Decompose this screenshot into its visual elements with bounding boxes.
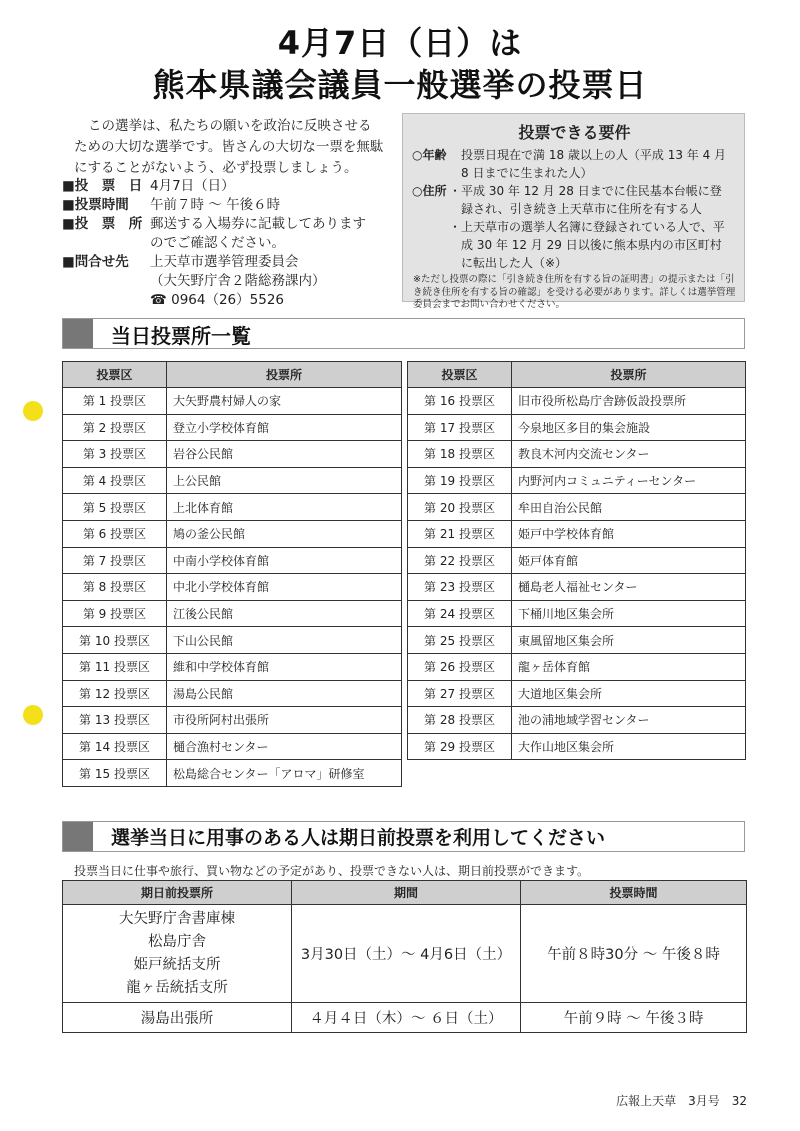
address-text-5: に転出した人（※） (461, 256, 568, 270)
table-row (63, 707, 402, 734)
early-vote-time: 午前９時 ～ 午後３時 (521, 1003, 747, 1033)
place-cell: 教良木河内交流センター (512, 441, 746, 468)
place-cell: 鳩の釜公民館 (167, 520, 402, 547)
place-cell: 松島総合センター「アロマ」研修室 (167, 760, 402, 787)
district-cell: 第 3 投票区 (63, 441, 167, 468)
place-cell: 中南小学校体育館 (167, 547, 402, 574)
place-cell: 旧市役所松島庁舎跡仮設投票所 (512, 388, 746, 415)
district-cell: 第 11 投票区 (63, 653, 167, 680)
district-cell: 第 1 投票区 (63, 388, 167, 415)
early-vote-period: ４月４日（木）～ ６日（土） (292, 1003, 521, 1033)
table-row (63, 520, 402, 547)
intro-text: この選挙は、私たちの願いを政治に反映させるための大切な選挙です。皆さんの大切な一票を無駄にすることがないよう、必ず投票しましょう。 (74, 118, 384, 176)
table-row (408, 388, 746, 415)
table-row (63, 600, 402, 627)
district-cell: 第 5 投票区 (63, 494, 167, 521)
address-text-4: 成 30 年 12 月 29 日以後に熊本県内の市区町村 (461, 238, 722, 252)
table-row (63, 441, 402, 468)
title-line1: 4月7日（日）は (277, 24, 523, 62)
address-text-3: ・上天草市の選挙人名簿に登録されている人で、平 (449, 220, 725, 234)
place-cell: 大矢野農村婦人の家 (167, 388, 402, 415)
requirements-box (402, 113, 745, 310)
place-name: 大矢野庁舎書庫棟 (119, 910, 235, 927)
column-header-period: 期間 (292, 881, 521, 905)
section-title: 選挙当日に用事のある人は期日前投票を利用してください (111, 827, 606, 849)
table-row (408, 574, 746, 601)
column-header-place: 期日前投票所 (63, 881, 292, 905)
district-cell: 第 6 投票区 (63, 520, 167, 547)
column-header-district: 投票区 (63, 362, 167, 388)
district-cell: 第 17 投票区 (408, 414, 512, 441)
table-row (63, 733, 402, 760)
table-row (408, 520, 746, 547)
table-row (63, 574, 402, 601)
district-cell: 第 20 投票区 (408, 494, 512, 521)
section-title: 当日投票所一覧 (111, 324, 251, 348)
district-cell: 第 21 投票区 (408, 520, 512, 547)
requirements-title: 投票できる要件 (518, 123, 631, 142)
date-label: ■投 票 日 (62, 178, 143, 194)
table-row (408, 600, 746, 627)
section-mark (63, 822, 93, 851)
early-voting-subtitle: 投票当日に仕事や旅行、買い物などの予定があり、投票できない人は、期日前投票ができます。 (74, 864, 590, 878)
district-cell: 第 26 投票区 (408, 653, 512, 680)
address-text-1: ・平成 30 年 12 月 28 日までに住民基本台帳に登 (449, 184, 722, 198)
place-cell: 大作山地区集会所 (512, 733, 746, 760)
place-cell: 大道地区集会所 (512, 680, 746, 707)
district-cell: 第 28 投票区 (408, 707, 512, 734)
early-vote-time: 午前８時30分 ～ 午後８時 (521, 905, 747, 1003)
district-cell: 第 27 投票区 (408, 680, 512, 707)
district-cell: 第 18 投票区 (408, 441, 512, 468)
column-header-district: 投票区 (408, 362, 512, 388)
section-polling-list (62, 318, 745, 349)
district-cell: 第 7 投票区 (63, 547, 167, 574)
place-cell: 龍ヶ岳体育館 (512, 653, 746, 680)
contact-label: ■問合せ先 (62, 254, 129, 270)
table-row (408, 707, 746, 734)
table-row (63, 414, 402, 441)
table-row (63, 467, 402, 494)
table-row (408, 414, 746, 441)
place-cell: 牟田自治公民館 (512, 494, 746, 521)
polling-table-left (62, 361, 402, 787)
place-value-2: のでご確認ください。 (150, 235, 285, 251)
place-cell: 今泉地区多目的集会施設 (512, 414, 746, 441)
place-value-1: 郵送する入場券に記載してあります (150, 216, 366, 232)
table-row (408, 494, 746, 521)
table-row (63, 905, 747, 1003)
column-header-time: 投票時間 (521, 881, 747, 905)
date-value: 4月7日（日） (150, 178, 235, 194)
table-row (63, 653, 402, 680)
contact-value-1: 上天草市選挙管理委員会 (150, 254, 299, 270)
place-label: ■投 票 所 (62, 216, 143, 232)
district-cell: 第 12 投票区 (63, 680, 167, 707)
place-cell: 中北小学校体育館 (167, 574, 402, 601)
table-row (63, 494, 402, 521)
place-cell: 上北体育館 (167, 494, 402, 521)
table-row (408, 680, 746, 707)
place-cell: 内野河内コミュニティーセンター (512, 467, 746, 494)
column-header-place: 投票所 (167, 362, 402, 388)
column-header-place: 投票所 (512, 362, 746, 388)
section-mark (63, 319, 93, 348)
page-footer: 広報上天草 3月号 32 (616, 1094, 747, 1108)
place-cell: 江後公民館 (167, 600, 402, 627)
place-cell: 姫戸中学校体育館 (512, 520, 746, 547)
contact-phone: ☎ 0964（26）5526 (150, 292, 284, 308)
table-row (63, 680, 402, 707)
table-row (63, 547, 402, 574)
district-cell: 第 24 投票区 (408, 600, 512, 627)
table-row (408, 547, 746, 574)
place-cell: 市役所阿村出張所 (167, 707, 402, 734)
table-row (63, 1003, 747, 1033)
table-row (63, 760, 402, 787)
table-row (408, 441, 746, 468)
hours-value: 午前７時 ～ 午後６時 (150, 197, 281, 213)
place-cell: 樋島老人福祉センター (512, 574, 746, 601)
early-vote-places (63, 1003, 292, 1033)
district-cell: 第 10 投票区 (63, 627, 167, 654)
table-row (408, 653, 746, 680)
district-cell: 第 4 投票区 (63, 467, 167, 494)
place-name: 姫戸統括支所 (133, 956, 221, 973)
place-cell: 維和中学校体育館 (167, 653, 402, 680)
hours-label: ■投票時間 (62, 197, 129, 213)
address-label: ○住所 (412, 184, 447, 198)
election-info (62, 176, 402, 306)
district-cell: 第 2 投票区 (63, 414, 167, 441)
district-cell: 第 22 投票区 (408, 547, 512, 574)
place-cell: 湯島公民館 (167, 680, 402, 707)
age-text-1: 投票日現在で満 18 歳以上の人（平成 13 年 4 月 (461, 148, 727, 162)
district-cell: 第 16 投票区 (408, 388, 512, 415)
district-cell: 第 19 投票区 (408, 467, 512, 494)
contact-value-2: （大矢野庁舎２階総務課内） (150, 273, 326, 289)
district-cell: 第 13 投票区 (63, 707, 167, 734)
table-row (408, 467, 746, 494)
age-label: ○年齢 (412, 148, 447, 162)
decorative-dot (23, 705, 43, 725)
age-text-2: 8 日までに生まれた人） (461, 166, 593, 180)
title-line2: 熊本県議会議員一般選挙の投票日 (152, 66, 648, 104)
early-vote-table (62, 880, 747, 1033)
place-cell: 岩谷公民館 (167, 441, 402, 468)
place-name: 湯島出張所 (140, 1011, 214, 1027)
place-cell: 登立小学校体育館 (167, 414, 402, 441)
place-name: 龍ヶ岳統括支所 (126, 979, 228, 996)
requirements-note: ※ただし投票の際に「引き続き住所を有する旨の証明書」の提示または「引き続き住所を有する旨の確認」を受ける必要があります。詳しくは選挙管理委員会までお問い合わせください。 (413, 274, 736, 310)
early-vote-period: 3月30日（土）～ 4月6日（土） (292, 905, 521, 1003)
section-early-voting (62, 821, 745, 852)
district-cell: 第 15 投票区 (63, 760, 167, 787)
place-cell: 姫戸体育館 (512, 547, 746, 574)
place-cell: 下山公民館 (167, 627, 402, 654)
table-row (408, 627, 746, 654)
early-vote-places (63, 905, 292, 1003)
polling-table-right (407, 361, 746, 760)
place-cell: 下桶川地区集会所 (512, 600, 746, 627)
table-row (63, 388, 402, 415)
district-cell: 第 25 投票区 (408, 627, 512, 654)
place-cell: 池の浦地域学習センター (512, 707, 746, 734)
place-cell: 東風留地区集会所 (512, 627, 746, 654)
district-cell: 第 8 投票区 (63, 574, 167, 601)
decorative-dot (23, 401, 43, 421)
place-cell: 上公民館 (167, 467, 402, 494)
district-cell: 第 29 投票区 (408, 733, 512, 760)
address-text-2: 録され、引き続き上天草市に住所を有する人 (461, 202, 702, 216)
place-name: 松島庁舎 (148, 933, 206, 950)
district-cell: 第 23 投票区 (408, 574, 512, 601)
district-cell: 第 9 投票区 (63, 600, 167, 627)
table-row (63, 627, 402, 654)
table-row (408, 733, 746, 760)
district-cell: 第 14 投票区 (63, 733, 167, 760)
place-cell: 樋合漁村センター (167, 733, 402, 760)
